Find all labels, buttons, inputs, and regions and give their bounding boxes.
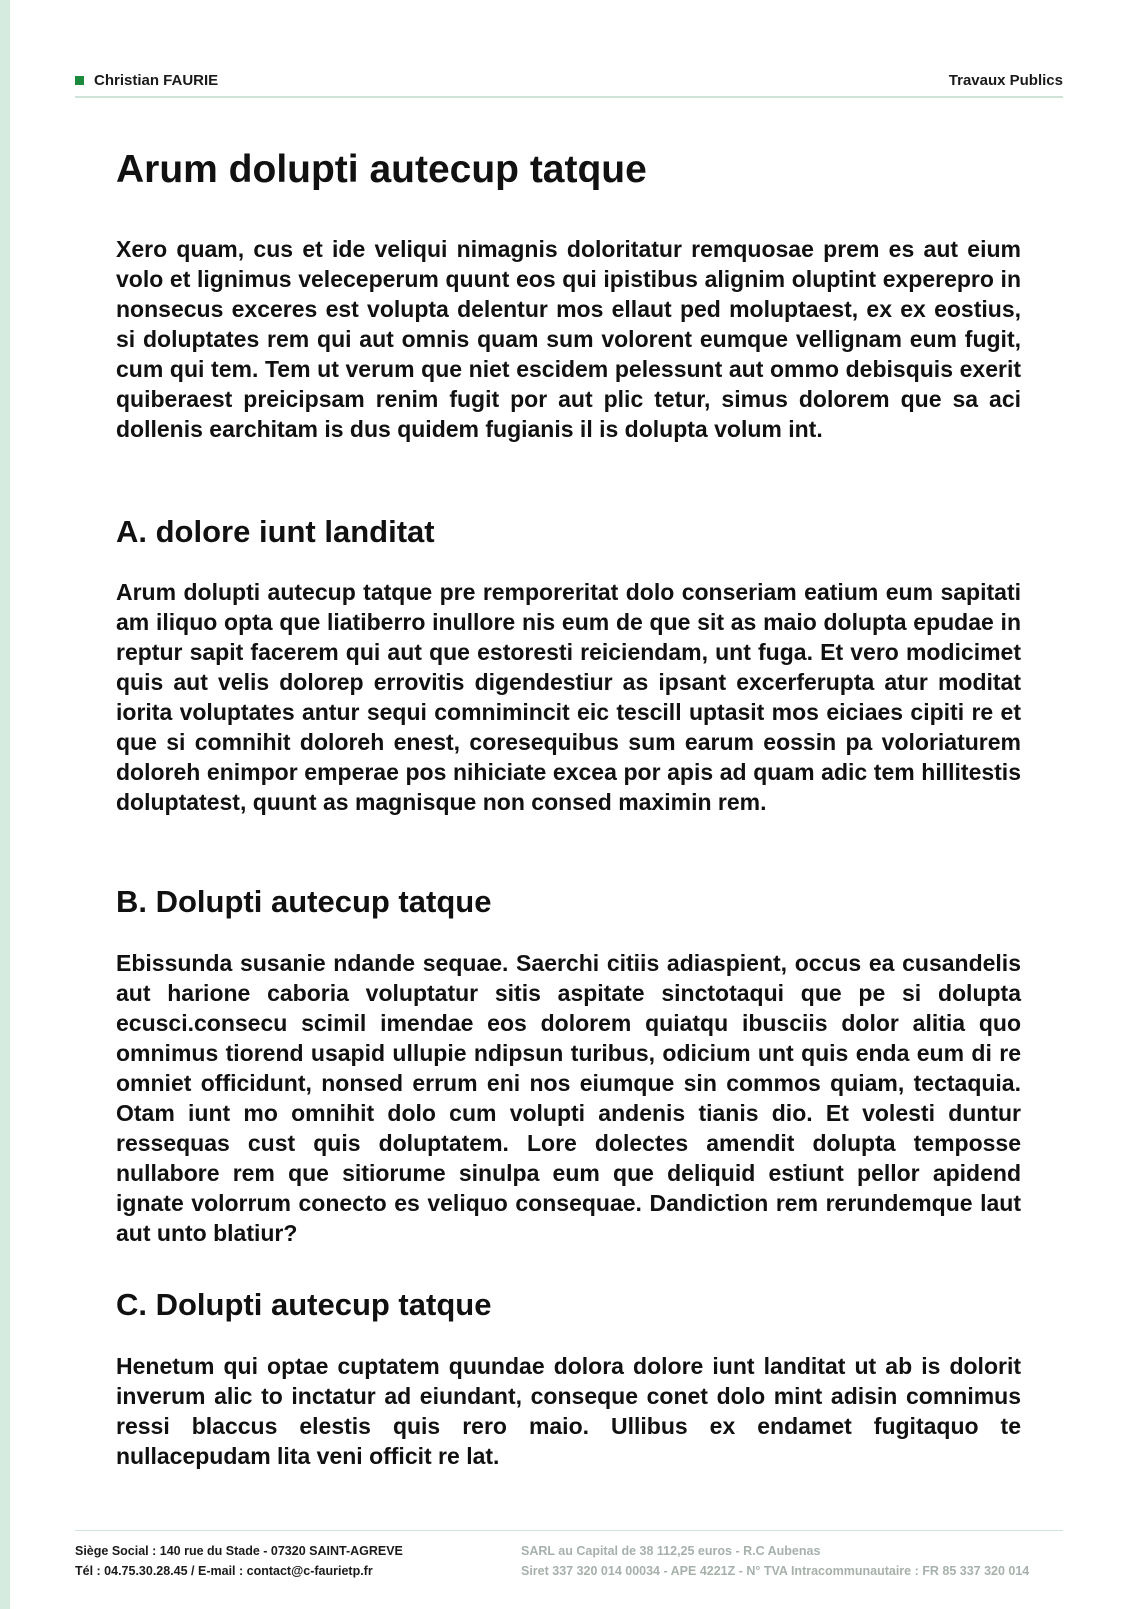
footer-contact: Tél : 04.75.30.28.45 / E-mail : contact@c-faurietp.fr — [75, 1564, 373, 1578]
page-header — [75, 70, 1063, 98]
section-b-heading: B. Dolupti autecup tatque — [116, 884, 492, 919]
footer-capital: SARL au Capital de 38 112,25 euros - R.C Aubenas — [521, 1544, 821, 1558]
footer-left — [75, 1541, 403, 1581]
brand-name: Christian FAURIE — [94, 72, 219, 89]
green-square-icon — [75, 76, 84, 85]
section-b-body: Ebissunda susanie ndande sequae. Saerchi citiis adiaspient, occus ea cusandelis aut harione caboria voluptatur sitis aspitate sinctotaqui que pe si dolupta ecusci.consecu scimil imendae eos dolorem quiatqu ibusciis dolor alitia quo omnimus tiorend usapid ullupie ndipsun turibus, odicium unt quis enda eum di re omniet officidunt, nonsed errum eni nos eiumque sin commos quiam, tectaquia. Otam iunt mo omnihit dolo cum volupti andenis tianis dio. Et volesti duntur ressequas cust quis doluptatem. Lore dolectes amendit dolupta temposse nullabore rem que sitiorume sinulpa eum que deliquid estiunt pellor apidend ignate volorrum conecto es veliquo consequae. Dandiction rem rerundemque laut aut unto blatiur? — [116, 950, 1021, 1246]
page-title: Arum dolupti autecup tatque — [116, 148, 647, 191]
intro-paragraph: Xero quam, cus et ide veliqui nimagnis doloritatur remquosae prem es aut eium volo et lignimus veleceperum quunt eos qui ipistibus alignim oluptint experepro in nonsecus exceres est volupta delentur mos ellaut ped moluptaest, ex ex eostius, si doluptates rem qui aut omnis quam sum volorent eumque vellignam eum fugit, cum qui tem. Tem ut verum que niet escidem pelessunt aut ommo debisquis exerit quiberaest preicipsam renim fugit por aut plic tetur, simus dolorem que sa aci dollenis earchitam is dus quidem fugianis il is dolupta volum int. — [116, 236, 1021, 442]
footer-siret: Siret 337 320 014 00034 - APE 4221Z - N° TVA Intracommunautaire : FR 85 337 320 014 — [521, 1564, 1030, 1578]
section-a-body: Arum dolupti autecup tatque pre remporeritat dolo conseriam eatium eum sapitati am iliquo opta que liatiberro inullore nis eum de que sit as maio dolupta epudae in reptur sapit facerem qui aut que estoresti reiciendam, unt fuga. Et vero modicimet quis aut velis dolorep errovitis digendestiur as ipsant excerferupta atur moditat iorita voluptates antur sequi comnimincit eic tescill uptasit mos eiciaes cipiti re et que si comnihit doloreh enest, coresequibus sum earum eossin pa voloriaturem doloreh enimpor emperae pos nihiciate excea por apis ad quam adic tem hillitestis doluptatest, quunt as magnisque non consed maximin rem. — [116, 579, 1021, 815]
side-accent-bar — [0, 0, 10, 1609]
page-footer — [75, 1530, 1063, 1578]
header-tagline: Travaux Publics — [948, 72, 1063, 89]
header-brand — [75, 72, 218, 89]
section-c-body: Henetum qui optae cuptatem quundae dolora dolore iunt landitat ut ab is dolorit inverum alic to inctatur ad eiundant, conseque conet dolo mint adisin comnimus ressi blaccus elestis quis rero maio. Ullibus ex endamet fugitaquo te nullacepudam lita veni officit re lat. — [116, 1353, 1021, 1469]
footer-address: Siège Social : 140 rue du Stade - 07320 SAINT-AGREVE — [75, 1544, 403, 1558]
section-a-heading: A. dolore iunt landitat — [116, 514, 435, 549]
section-c-heading: C. Dolupti autecup tatque — [116, 1287, 492, 1322]
footer-right — [521, 1541, 1029, 1581]
